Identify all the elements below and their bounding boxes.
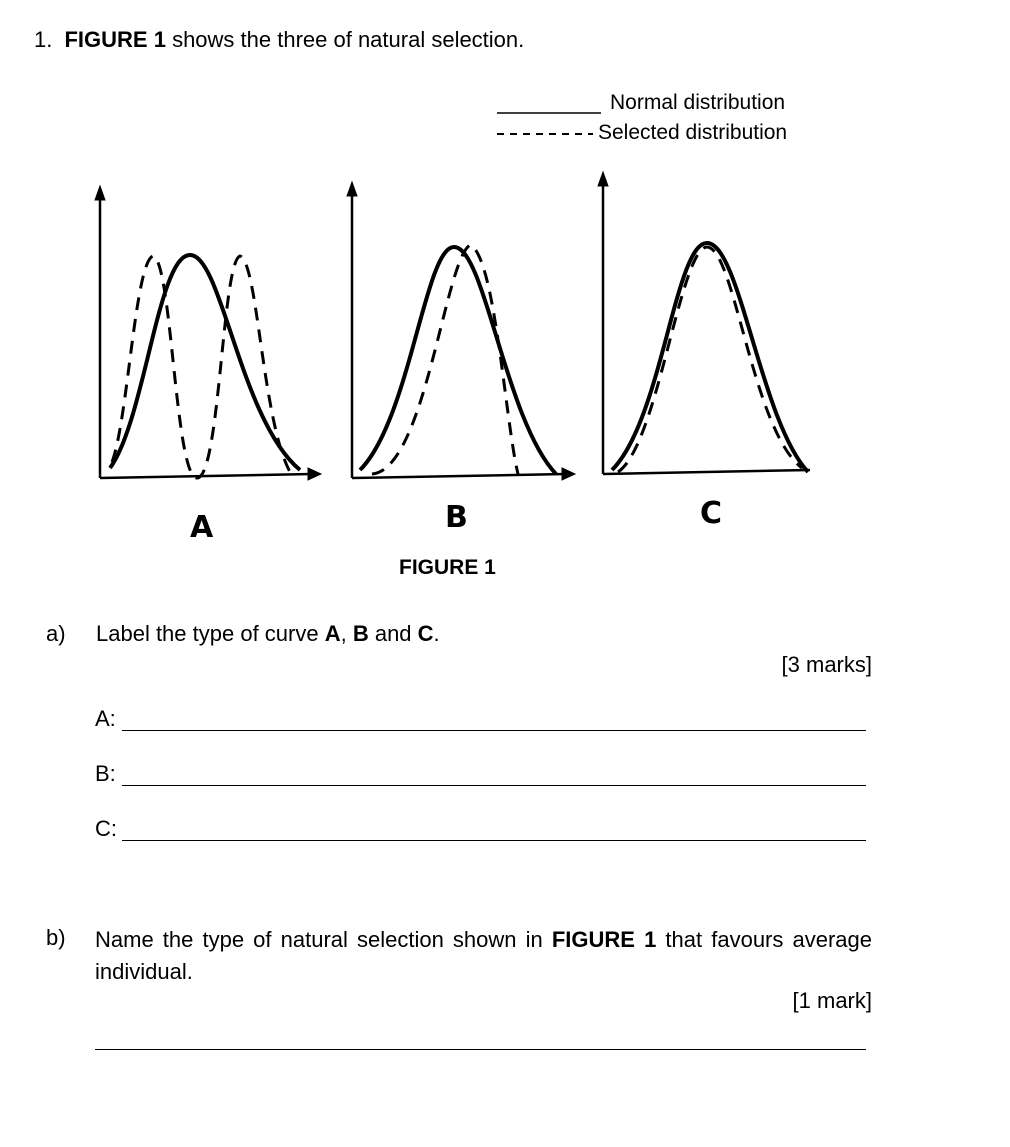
panel-c-selected-curve: [618, 247, 802, 472]
figure-caption: FIGURE 1: [399, 556, 496, 579]
panel-a-x-arrow: [308, 468, 321, 480]
panel-a-selected-curve: [112, 256, 290, 478]
panel-c: [598, 172, 810, 474]
panel-c-x-axis: [603, 470, 810, 474]
part-b-text-2: that favours average individual.: [95, 927, 872, 984]
part-b-question: [95, 924, 872, 988]
part-a-text-3: and: [368, 621, 418, 646]
figure-reference: FIGURE 1: [64, 27, 166, 52]
question-text: shows the three of natural selection.: [165, 27, 525, 52]
curve-label-a: A: [190, 510, 214, 545]
panel-b: [347, 182, 575, 480]
answer-label-a: A:: [95, 706, 116, 731]
part-a-letter: a): [46, 621, 66, 646]
answer-line-part-b[interactable]: [95, 1049, 866, 1050]
panel-b-normal-curve: [360, 247, 556, 474]
panel-a-x-axis: [100, 474, 312, 478]
part-a-bold-b: B: [352, 621, 369, 646]
part-a-text-2: ,: [340, 621, 353, 646]
answer-line-a[interactable]: [122, 730, 866, 731]
part-b-figure-reference: FIGURE 1: [551, 927, 657, 952]
legend-dashed-label: Selected distribution: [598, 121, 788, 144]
part-a-bold-a: A: [324, 621, 341, 646]
panel-b-y-arrow: [347, 182, 357, 196]
answer-line-c[interactable]: [122, 840, 866, 841]
panel-c-y-arrow: [598, 172, 608, 186]
curve-label-b: B: [445, 500, 468, 535]
part-a-marks: [3 marks]: [781, 652, 872, 677]
part-b-marks: [1 mark]: [792, 988, 872, 1013]
legend-solid-label: Normal distribution: [610, 91, 786, 114]
part-a-question: [96, 620, 440, 648]
panel-b-x-axis: [352, 474, 566, 478]
part-a-text-4: .: [433, 621, 440, 646]
part-a-bold-c: C: [417, 621, 434, 646]
answer-label-c: C:: [95, 816, 117, 841]
panel-b-selected-curve: [372, 245, 518, 474]
panel-a: [95, 186, 321, 480]
part-b-text-1: Name the type of natural selection shown in: [95, 927, 552, 952]
answer-line-b[interactable]: [122, 785, 866, 786]
answer-label-b: B:: [95, 761, 116, 786]
part-b-letter: b): [46, 925, 66, 950]
question-number: 1.: [34, 27, 53, 52]
panel-a-y-arrow: [95, 186, 105, 200]
curve-label-c: C: [700, 496, 723, 531]
panel-a-normal-curve: [110, 255, 300, 470]
panel-b-x-arrow: [562, 468, 575, 480]
part-a-text-1: Label the type of curve: [96, 621, 325, 646]
